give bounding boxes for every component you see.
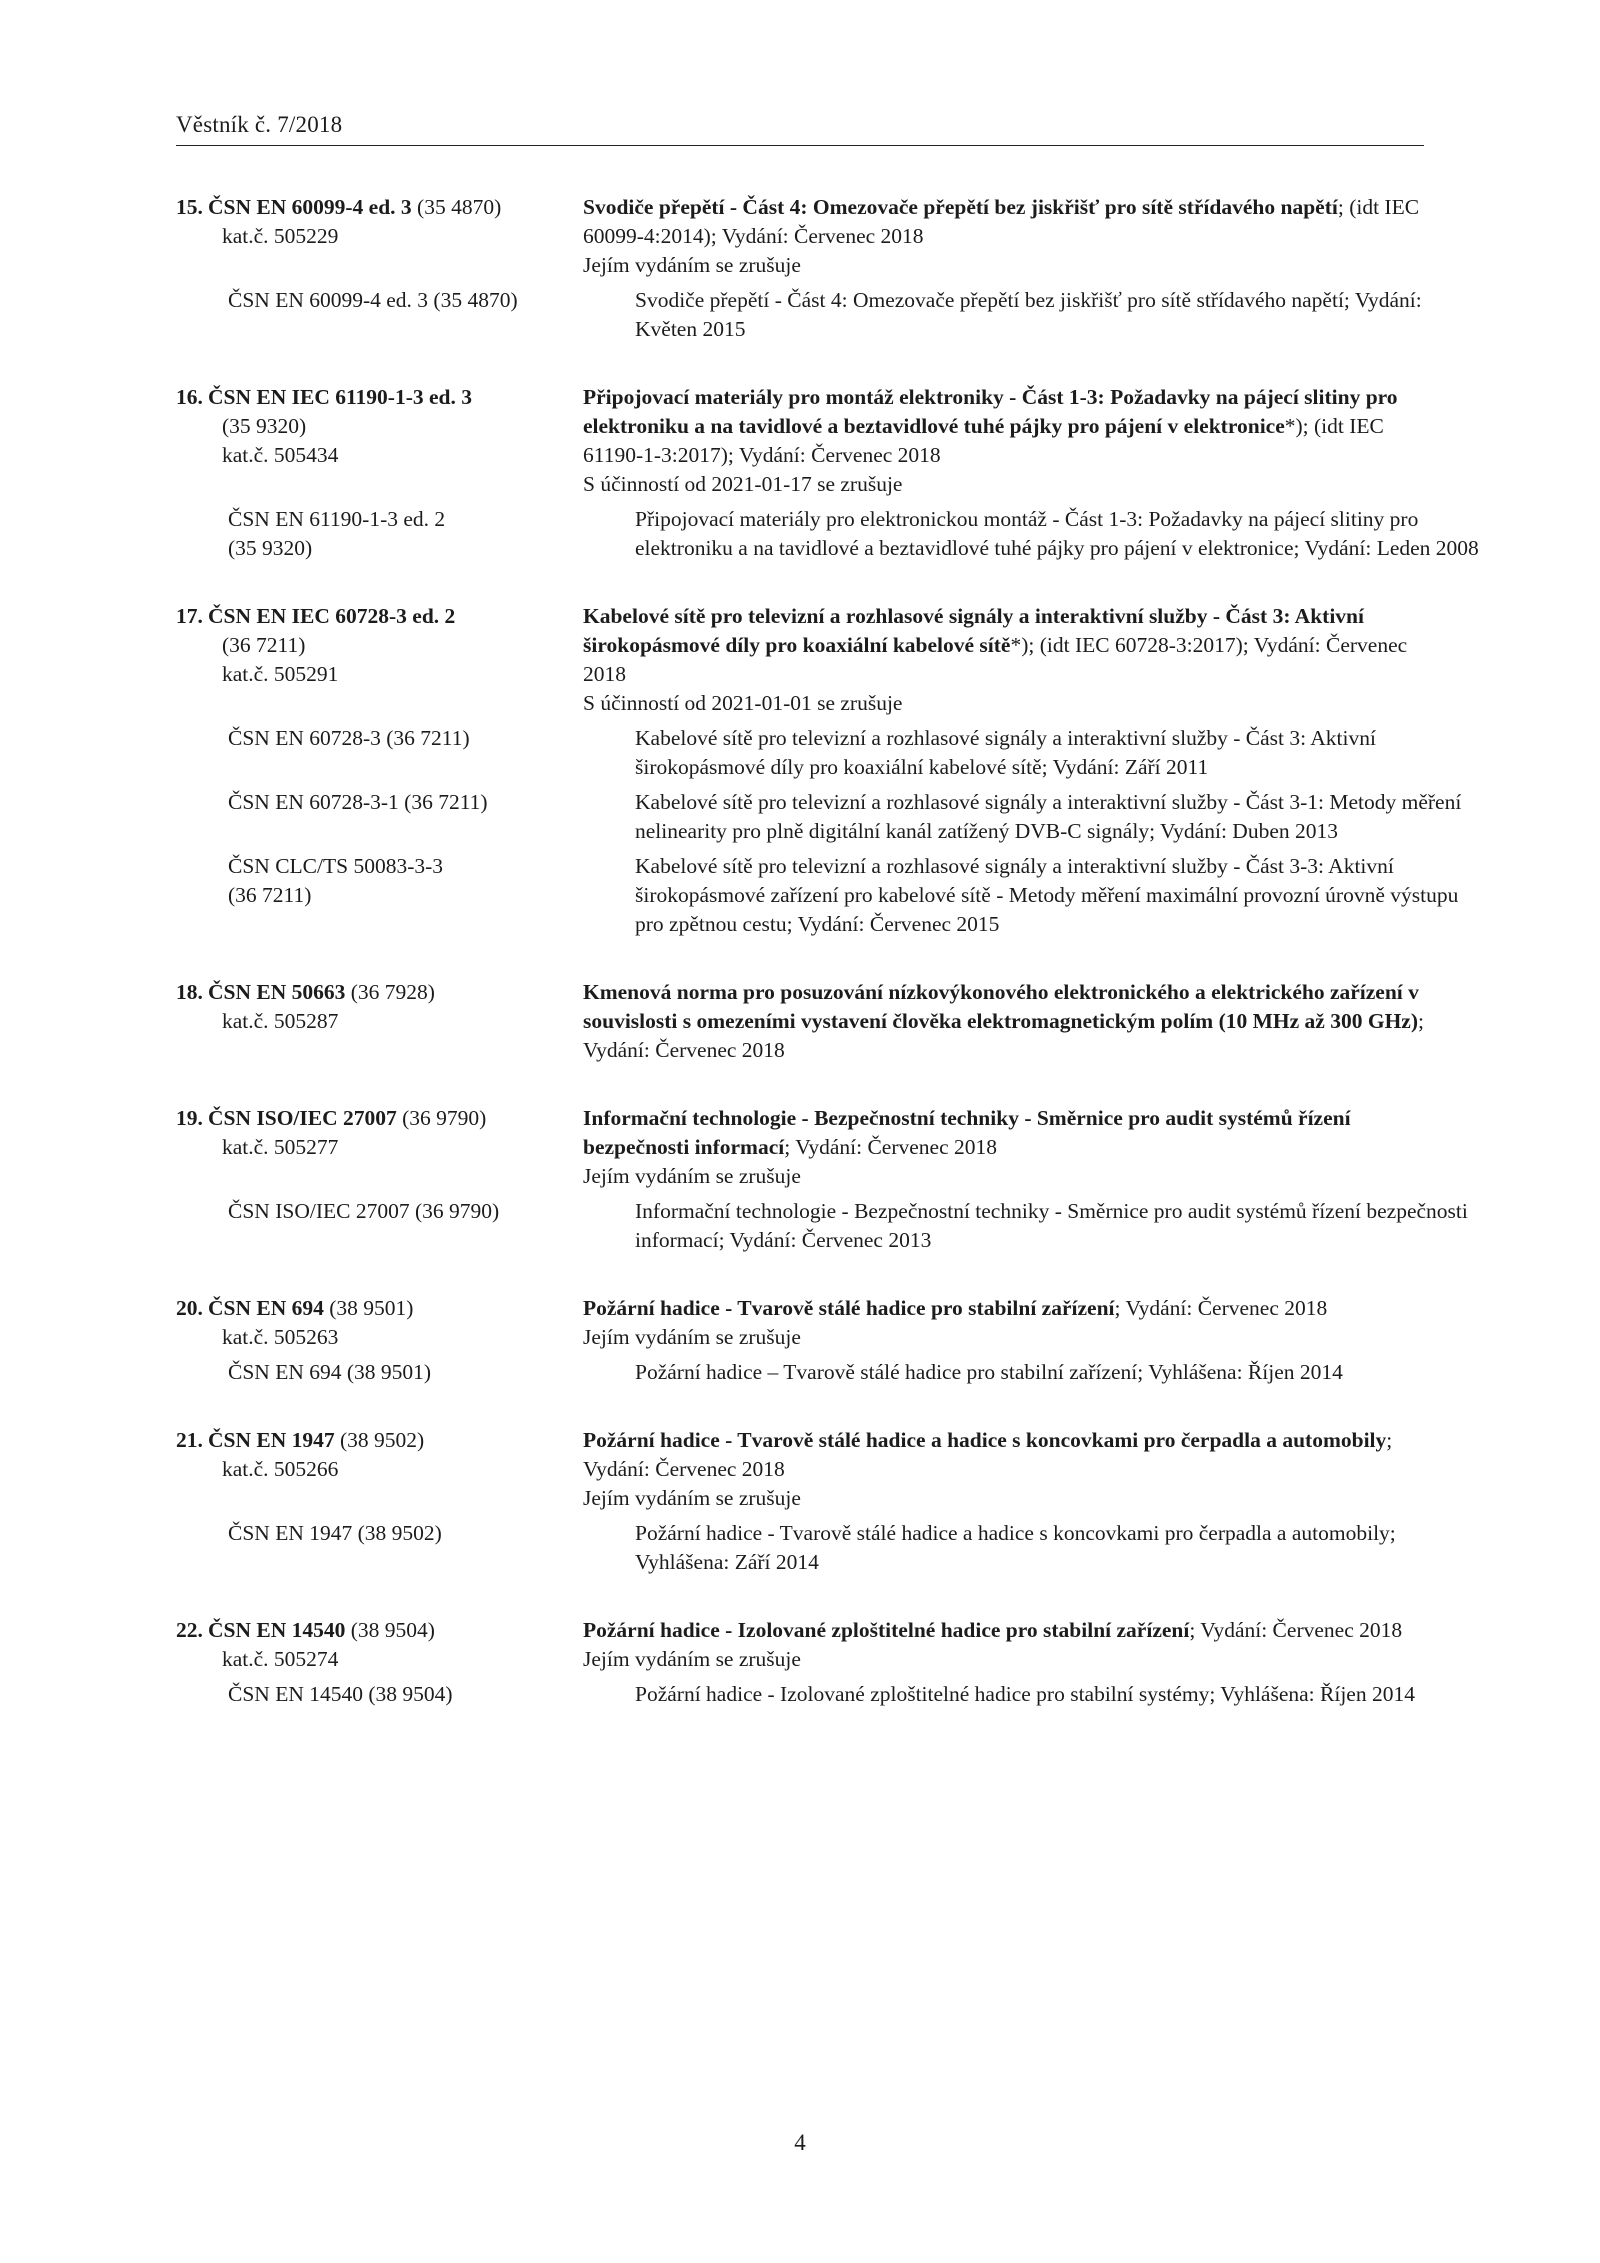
- replaced-standard-code: [176, 788, 635, 846]
- entry-identifier: [176, 1426, 583, 1513]
- replaced-standard-code: [176, 286, 635, 344]
- replaced-classification: (35 9320): [228, 536, 313, 560]
- standard-entry: [176, 1616, 1432, 1709]
- standard-title: Svodiče přepětí - Část 4: Omezovače přepětí bez jiskřišť pro sítě střídavého napětí: [583, 195, 1338, 219]
- classification-code: (36 7211): [222, 633, 306, 657]
- standard-publication: ; Vydání: Červenec 2018: [1189, 1618, 1403, 1642]
- standard-code: ČSN EN IEC 60728-3 ed. 2: [208, 604, 456, 628]
- replaced-standard-text: Kabelové sítě pro televizní a rozhlasové signály a interaktivní služby - Část 3-1: Metody měření nelinearity pro plně digitální kanál zatížený DVB-C signály; Vydání: Duben 2013: [635, 790, 1462, 843]
- replaced-code-text: ČSN EN 61190-1-3 ed. 2: [228, 507, 446, 531]
- replaced-standard-row: [176, 505, 1479, 563]
- replaced-standard-row: [176, 724, 1432, 782]
- entry-identifier: [176, 1616, 583, 1674]
- catalog-number: kat.č. 505274: [222, 1647, 339, 1671]
- replaced-standard-text: Připojovací materiály pro elektronickou montáž - Část 1-3: Požadavky na pájecí slitiny pro elektroniku a na tavidlové a beztavidlové tuhé pájky pro pájení v elektronice; Vydání: Leden 2008: [635, 507, 1479, 560]
- replaced-standard-code: [176, 1519, 635, 1577]
- entry-description: [583, 1616, 1431, 1674]
- replacement-note: S účinností od 2021-01-17 se zrušuje: [583, 472, 903, 496]
- replaced-standard-text: Kabelové sítě pro televizní a rozhlasové signály a interaktivní služby - Část 3-3: Aktivní širokopásmové zařízení pro kabelové sítě - Metody měření maximální provozní úrovně výstupu pro zpětnou cestu; Vydání: Červenec 2015: [635, 854, 1459, 936]
- replaced-standard-row: [176, 788, 1462, 846]
- catalog-number: kat.č. 505291: [222, 662, 339, 686]
- standard-publication: ; Vydání: Červenec 2018: [583, 1009, 1424, 1062]
- entry-identifier: [176, 978, 583, 1065]
- entry-description: [583, 1294, 1431, 1352]
- entry-description: [583, 602, 1431, 718]
- standard-code: ČSN EN IEC 61190-1-3 ed. 3: [208, 385, 472, 409]
- entry-identifier: [176, 1104, 583, 1191]
- entry-identifier: [176, 193, 583, 280]
- standard-title: Informační technologie - Bezpečnostní techniky - Směrnice pro audit systémů řízení bezpečnosti informací: [583, 1106, 1351, 1159]
- standard-entry: [176, 978, 1432, 1065]
- entry-identifier: [176, 602, 583, 718]
- standards-list: [176, 193, 1479, 1748]
- replaced-standard-row: [176, 1680, 1432, 1709]
- entry-main-row: [176, 1426, 1432, 1513]
- replacement-note: Jejím vydáním se zrušuje: [583, 1325, 801, 1349]
- replaced-standard-row: [176, 1197, 1468, 1255]
- replaced-code-text: ČSN EN 60728-3-1 (36 7211): [228, 790, 488, 814]
- standard-entry: [176, 602, 1462, 939]
- catalog-number: kat.č. 505266: [222, 1457, 339, 1481]
- standard-title: Požární hadice - Tvarově stálé hadice a hadice s koncovkami pro čerpadla a automobily: [583, 1428, 1387, 1452]
- replaced-code-text: ČSN EN 60728-3 (36 7211): [228, 726, 470, 750]
- replaced-code-text: ČSN EN 14540 (38 9504): [228, 1682, 453, 1706]
- standard-title: Kmenová norma pro posuzování nízkovýkonového elektronického a elektrického zařízení v souvislosti s omezeními vystavení člověka elektromagnetickým polím (10 MHz až 300 GHz): [583, 980, 1419, 1033]
- replacement-note: Jejím vydáním se zrušuje: [583, 1164, 801, 1188]
- standard-publication: ; (idt IEC 60099-4:2014); Vydání: Červenec 2018: [583, 195, 1420, 248]
- standard-title: Požární hadice - Izolované zploštitelné hadice pro stabilní zařízení: [583, 1618, 1190, 1642]
- entry-number: 18.: [176, 980, 203, 1004]
- replaced-code-text: ČSN EN 694 (38 9501): [228, 1360, 432, 1384]
- entry-number: 19.: [176, 1106, 203, 1130]
- classification-code: (38 9502): [334, 1428, 425, 1452]
- replaced-classification: (36 7211): [228, 883, 312, 907]
- entry-main-row: [176, 602, 1432, 718]
- replaced-standard-text: Kabelové sítě pro televizní a rozhlasové signály a interaktivní služby - Část 3: Aktivní širokopásmové díly pro koaxiální kabelové sítě; Vydání: Září 2011: [635, 726, 1376, 779]
- classification-code: (35 4870): [411, 195, 502, 219]
- standard-title: Požární hadice - Tvarově stálé hadice pro stabilní zařízení: [583, 1296, 1115, 1320]
- entry-main-row: [176, 193, 1432, 280]
- standard-publication: *); (idt IEC 60728-3:2017); Vydání: Červenec 2018: [583, 633, 1408, 686]
- entry-description: [583, 383, 1431, 499]
- replacement-note: Jejím vydáním se zrušuje: [583, 1486, 801, 1510]
- standard-publication: ; Vydání: Červenec 2018: [784, 1135, 997, 1159]
- standard-entry: [176, 193, 1432, 344]
- replaced-code-text: ČSN EN 60099-4 ed. 3 (35 4870): [228, 288, 518, 312]
- standard-code: ČSN EN 50663: [208, 980, 346, 1004]
- catalog-number: kat.č. 505287: [222, 1009, 339, 1033]
- classification-code: (38 9504): [345, 1618, 435, 1642]
- catalog-number: kat.č. 505277: [222, 1135, 339, 1159]
- catalog-number: kat.č. 505263: [222, 1325, 339, 1349]
- replaced-code-text: ČSN EN 1947 (38 9502): [228, 1521, 442, 1545]
- header-divider: [176, 145, 1424, 146]
- standard-code: ČSN ISO/IEC 27007: [208, 1106, 397, 1130]
- catalog-number: kat.č. 505229: [222, 224, 339, 248]
- replaced-standard-code: [176, 1680, 635, 1709]
- replaced-standard-text: Svodiče přepětí - Část 4: Omezovače přepětí bez jiskřišť pro sítě střídavého napětí; Vydání: Květen 2015: [635, 288, 1422, 341]
- entry-identifier: [176, 1294, 583, 1352]
- entry-description: [583, 193, 1431, 280]
- standard-code: ČSN EN 14540: [208, 1618, 346, 1642]
- entry-number: 22.: [176, 1618, 203, 1642]
- entry-main-row: [176, 1294, 1432, 1352]
- replaced-standard-text: Informační technologie - Bezpečnostní techniky - Směrnice pro audit systémů řízení bezpečnosti informací; Vydání: Červenec 2013: [635, 1199, 1468, 1252]
- entry-number: 21.: [176, 1428, 203, 1452]
- entry-description: [583, 1104, 1431, 1191]
- replaced-standard-text: Požární hadice – Tvarově stálé hadice pro stabilní zařízení; Vyhlášena: Říjen 2014: [635, 1360, 1343, 1384]
- standard-code: ČSN EN 1947: [208, 1428, 335, 1452]
- standard-publication: *); (idt IEC 61190-1-3:2017); Vydání: Červenec 2018: [583, 414, 1384, 467]
- replaced-standard-code: [176, 505, 635, 563]
- standard-entry: [176, 383, 1479, 563]
- classification-code: (36 7928): [345, 980, 435, 1004]
- entry-number: 15.: [176, 195, 203, 219]
- replaced-standard-row: [176, 852, 1459, 939]
- replaced-standard-code: [176, 852, 635, 939]
- catalog-number: kat.č. 505434: [222, 443, 339, 467]
- entry-identifier: [176, 383, 583, 499]
- replaced-code-text: ČSN ISO/IEC 27007 (36 9790): [228, 1199, 500, 1223]
- classification-code: (36 9790): [396, 1106, 487, 1130]
- replaced-standard-row: [176, 1519, 1432, 1577]
- replaced-standard-row: [176, 286, 1432, 344]
- replaced-standard-code: [176, 724, 635, 782]
- replacement-note: S účinností od 2021-01-01 se zrušuje: [583, 691, 903, 715]
- entry-main-row: [176, 1104, 1432, 1191]
- replacement-note: Jejím vydáním se zrušuje: [583, 253, 801, 277]
- replacement-note: Jejím vydáním se zrušuje: [583, 1647, 801, 1671]
- entry-number: 17.: [176, 604, 203, 628]
- standard-entry: [176, 1294, 1432, 1387]
- standard-publication: ; Vydání: Červenec 2018: [1114, 1296, 1328, 1320]
- replaced-standard-code: [176, 1197, 635, 1255]
- standard-code: ČSN EN 60099-4 ed. 3: [208, 195, 412, 219]
- classification-code: (38 9501): [323, 1296, 414, 1320]
- standard-title: Kabelové sítě pro televizní a rozhlasové signály a interaktivní služby - Část 3: Aktivní širokopásmové díly pro koaxiální kabelové sítě: [583, 604, 1364, 657]
- replaced-standard-text: Požární hadice - Tvarově stálé hadice a hadice s koncovkami pro čerpadla a automobily; Vyhlášena: Září 2014: [635, 1521, 1396, 1574]
- entry-description: [583, 978, 1431, 1065]
- page-number: 4: [794, 2130, 806, 2155]
- replaced-standard-text: Požární hadice - Izolované zploštitelné hadice pro stabilní systémy; Vyhlášena: Říjen 2014: [635, 1682, 1415, 1706]
- replaced-standard-code: [176, 1358, 635, 1387]
- standard-entry: [176, 1426, 1432, 1577]
- classification-code: (35 9320): [222, 414, 307, 438]
- entry-number: 20.: [176, 1296, 203, 1320]
- standard-publication: ; Vydání: Červenec 2018: [583, 1428, 1393, 1481]
- standard-code: ČSN EN 694: [208, 1296, 324, 1320]
- page-header-title: Věstník č. 7/2018: [176, 112, 343, 137]
- replaced-standard-row: [176, 1358, 1432, 1387]
- standard-entry: [176, 1104, 1468, 1255]
- entry-main-row: [176, 978, 1432, 1065]
- entry-number: 16.: [176, 385, 203, 409]
- entry-main-row: [176, 383, 1432, 499]
- entry-description: [583, 1426, 1431, 1513]
- entry-main-row: [176, 1616, 1432, 1674]
- replaced-code-text: ČSN CLC/TS 50083-3-3: [228, 854, 444, 878]
- standard-title: Připojovací materiály pro montáž elektroniky - Část 1-3: Požadavky na pájecí slitiny pro elektroniku a na tavidlové a beztavidlové tuhé pájky pro pájení v elektronice: [583, 385, 1398, 438]
